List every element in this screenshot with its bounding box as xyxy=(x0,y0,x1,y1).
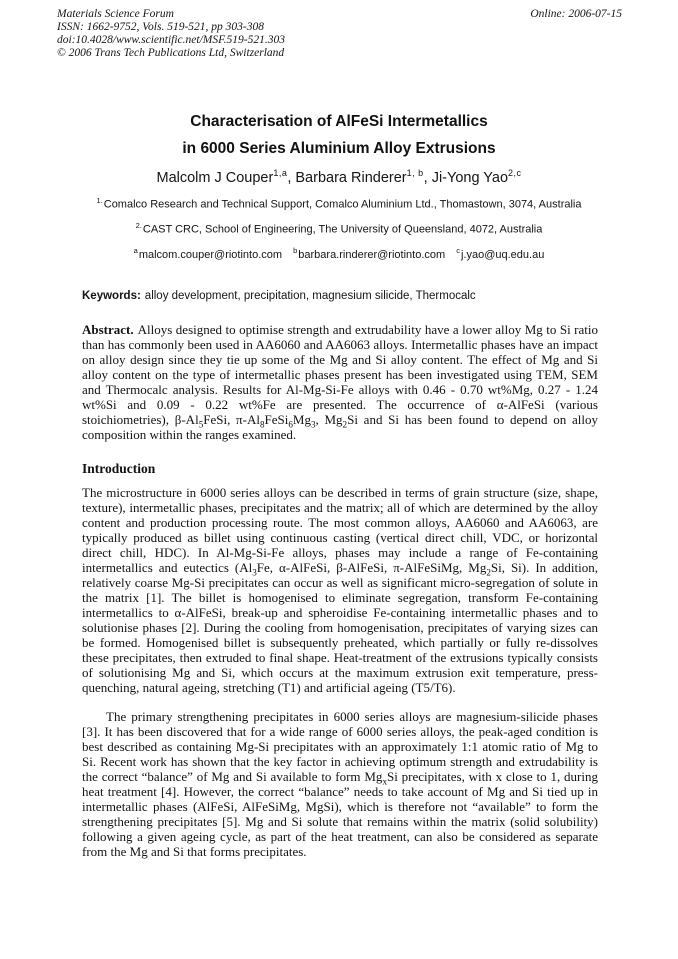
paper-title-line-2: in 6000 Series Aluminium Alloy Extrusions xyxy=(182,140,496,157)
email-address: j.yao@uq.edu.au xyxy=(460,248,545,261)
email-marker: b xyxy=(293,246,298,256)
journal-info xyxy=(57,8,285,60)
affiliation-marker: 1. xyxy=(96,195,103,205)
author-separator: , xyxy=(287,169,296,186)
author-name: Barbara Rinderer xyxy=(295,169,407,186)
author-name: Ji-Yong Yao xyxy=(431,169,509,186)
affiliation-text: CAST CRC, School of Engineering, The University of Queensland, 4072, Australia xyxy=(142,223,543,236)
keywords-label: Keywords: xyxy=(82,289,141,302)
abstract-text: Alloys designed to optimise strength and extrudability have a lower alloy Mg to Si ratio than has commonly been used in AA6060 and AA6063 alloys. Intermetallic phases have an impact on alloy design since they tie up some of the Mg and Si alloy content. The effect of Mg and Si alloy content on the type of intermetallic phases present has been investigated using TEM, SEM and Thermocalc analysis. Results for Al-Mg-Si-Fe alloys with 0.46 - 0.70 wt%Mg, 0.27 - 1.24 wt%Si and 0.09 - 0.22 wt%Fe are presented. The occurrence of α-AlFeSi (various stoichiometries), $\beta-Al_5FeSi$, $\pi-Al_8FeSi_6Mg_3$, $Mg_2Si$ and Si has been found to depend on alloy composition within the ranges examined. xyxy=(82,321,598,442)
email-address: malcom.couper@riotinto.com xyxy=(138,248,283,261)
author-affiliation-marker: 1, b xyxy=(406,168,424,178)
abstract xyxy=(82,322,598,442)
email-marker: a xyxy=(133,246,138,256)
author-email xyxy=(456,246,545,261)
journal-header xyxy=(57,8,622,60)
journal-copyright-line: © 2006 Trans Tech Publications Ltd, Switzerland xyxy=(57,47,285,59)
affiliation-text: Comalco Research and Technical Support, Comalco Aluminium Ltd., Thomastown, 3074, Australia xyxy=(103,198,582,211)
author-emails xyxy=(0,243,678,263)
author-email xyxy=(133,246,283,261)
email-marker: c xyxy=(456,246,460,256)
abstract-label: Abstract. xyxy=(82,321,134,337)
affiliation xyxy=(60,218,618,238)
online-date: Online: 2006-07-15 xyxy=(530,8,622,20)
keywords-text: alloy development, precipitation, magnesium silicide, Thermocalc xyxy=(144,289,476,302)
introduction-paragraph-2: The primary strengthening precipitates in 6000 series alloys are magnesium-silicide phases [3]. It has been discovered that for a wide range of 6000 series alloys, the peak-aged condition is best described as containing Mg-Si precipitates with an approximately 1:1 atomic ratio of Mg to Si. Recent work has shown that the key factor in achieving optimum strength and extrudability is the correct “balance” of Mg and Si available to form $Mg_xSi$ precipitates, with x close to 1, during heat treatment [4]. However, the correct “balance” needs to take account of Mg and Si tied up in intermetallic phases (AlFeSi, AlFeSiMg, MgSi), which is therefore not “available” to form the strengthening precipitates [5]. Mg and Si solute that remains within the matrix (solid solubility) following a given ageing cycle, as part of the heat treatment, can also be considered as separate from the Mg and Si that forms precipitates. xyxy=(82,708,598,859)
journal-name: Materials Science Forum xyxy=(57,8,174,20)
affiliation xyxy=(60,193,618,213)
author-name: Malcolm J Couper xyxy=(156,169,274,186)
email-address: barbara.rinderer@riotinto.com xyxy=(298,248,446,261)
affiliation-list xyxy=(60,193,618,238)
author-email xyxy=(293,246,446,261)
affiliation-marker: 2. xyxy=(135,220,142,230)
author-list xyxy=(0,163,678,189)
paper-title xyxy=(40,108,638,162)
author-affiliation-marker: 2,c xyxy=(508,168,522,178)
paper-title-line-1: Characterisation of AlFeSi Intermetallics xyxy=(190,113,488,130)
author-affiliation-marker: 1,a xyxy=(273,168,288,178)
author-separator: , xyxy=(423,169,432,186)
introduction-paragraph-1: The microstructure in 6000 series alloys can be described in terms of grain structure (size, shape, texture), intermetallic phases, precipitates and the matrix; all of which are determined by the alloy content and production processing route. The most common alloys, AA6060 and AA6063, are typically produced as billet using continuous casting (vertical direct chill, VDC, or horizontal direct chill, HDC). In Al-Mg-Si-Fe alloys, phases may include a range of Fe-containing intermetallics and eutectics ($Al_3Fe$, α-AlFeSi, β-AlFeSi, π-AlFeSiMg, $Mg_2Si$, Si). In addition, relatively coarse Mg-Si precipitates can occur as well as significant micro-segregation of solute in the matrix [1]. The billet is homogenised to eliminate segregation, transform Fe-containing intermetallics to α-AlFeSi, break-up and spheroidise Fe-containing intermetallic phases and to solutionise phases [2]. During the cooling from homogenisation, precipitates of varying sizes can be formed. Homogenised billet is subsequently preheated, which partially or fully re-dissolves these precipitates, then extruded to final shape. Heat-treatment of the extrusions typically consists of solutionising Mg and Si, which occurs at the maximum extrusion exit temperature, press-quenching, natural ageing, stretching (T1) and artificial ageing (T5/T6). xyxy=(82,484,598,695)
journal-doi-line: doi:10.4028/www.scientific.net/MSF.519-521.303 xyxy=(57,34,285,46)
keywords-line xyxy=(82,289,598,304)
journal-issn-line: ISSN: 1662-9752, Vols. 519-521, pp 303-308 xyxy=(57,21,264,33)
section-heading-introduction: Introduction xyxy=(82,460,156,476)
